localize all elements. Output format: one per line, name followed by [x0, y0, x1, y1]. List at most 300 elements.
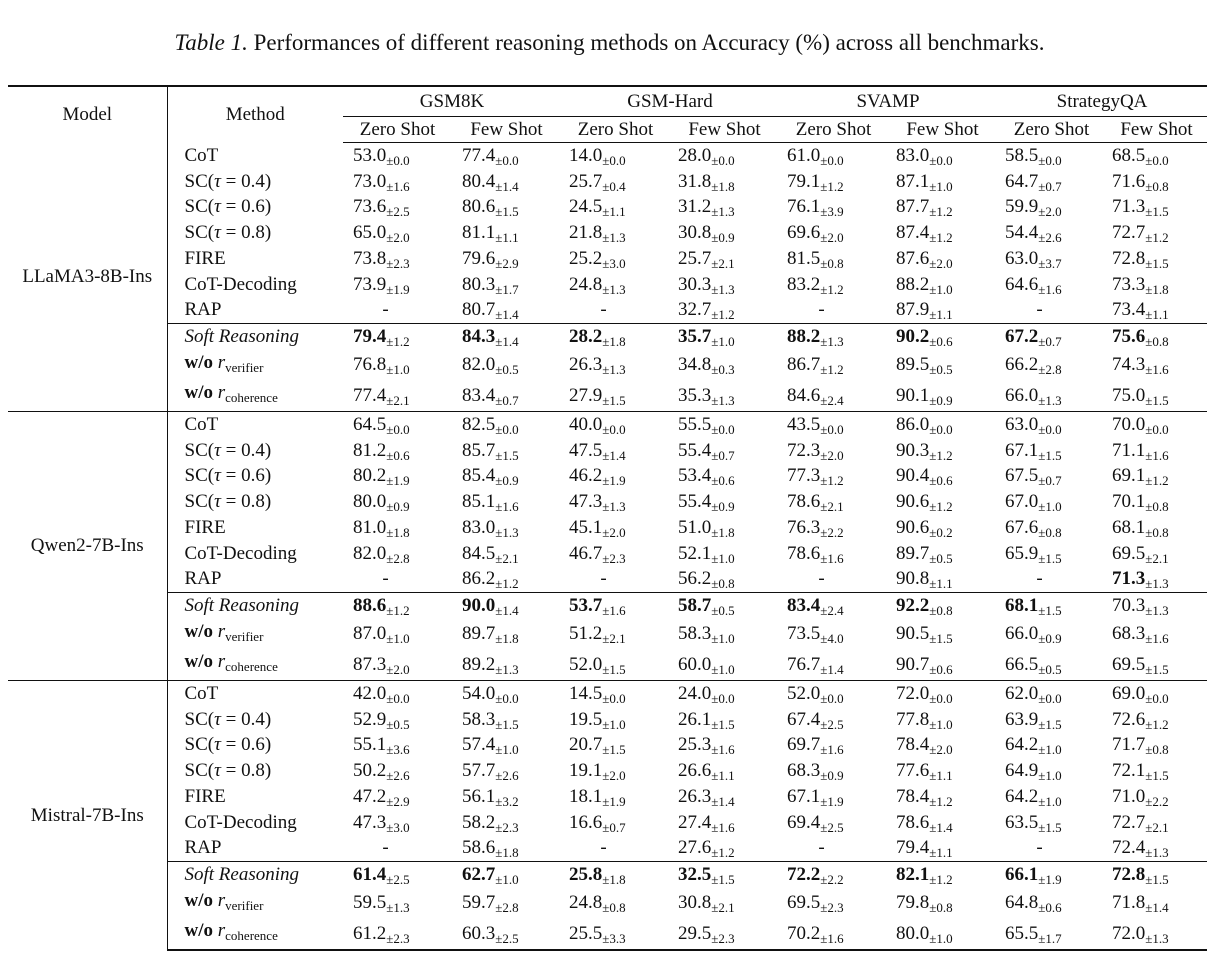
result-value: 25.2: [569, 247, 603, 269]
result-value: 73.6: [353, 196, 387, 218]
result-cell: [670, 861, 779, 887]
method-name: w/o $r_{verifier}$: [184, 351, 264, 375]
result-std: ±0.9: [711, 499, 735, 515]
result-std: ±0.7: [1038, 333, 1062, 349]
result-value: 61.4: [353, 863, 387, 885]
result-std: ±1.5: [1145, 204, 1169, 220]
result-std: ±0.5: [929, 362, 953, 378]
result-std: ±1.3: [1145, 602, 1169, 618]
result-std: ±1.3: [711, 204, 735, 220]
result-value: 90.6: [896, 516, 930, 538]
result-std: ±1.0: [1038, 499, 1062, 515]
result-value: 72.7: [1112, 222, 1146, 244]
result-cell: [343, 649, 452, 680]
result-cell: [670, 681, 779, 707]
result-value: 46.2: [569, 465, 603, 487]
result-value: 26.3: [569, 354, 603, 376]
result-std: ±0.3: [711, 362, 735, 378]
header-model: Model: [8, 86, 167, 143]
result-cell: [1106, 888, 1207, 919]
result-value: 58.2: [462, 811, 496, 833]
result-cell: [670, 323, 779, 349]
result-cell: [1106, 246, 1207, 272]
result-value: 87.4: [896, 222, 930, 244]
result-cell: [452, 649, 561, 680]
result-cell: [452, 380, 561, 411]
result-cell: [343, 169, 452, 195]
result-std: ±0.0: [602, 691, 626, 707]
method-name: FIRE: [184, 516, 226, 538]
result-cell: [561, 297, 670, 323]
result-cell: [779, 592, 888, 618]
result-std: ±1.3: [495, 661, 519, 677]
result-value: 75.6: [1112, 325, 1146, 347]
method-name: CoT-Decoding: [184, 542, 297, 564]
result-std: ±1.3: [602, 281, 626, 297]
result-value: 55.1: [353, 734, 387, 756]
result-std: ±1.5: [711, 871, 735, 887]
result-std: ±1.5: [1038, 550, 1062, 566]
result-std: ±1.2: [711, 307, 735, 323]
result-std: ±0.5: [386, 716, 410, 732]
result-std: ±0.5: [711, 602, 735, 618]
result-value: 78.6: [787, 542, 821, 564]
result-value: 77.4: [462, 145, 496, 166]
result-value: 65.9: [1005, 542, 1039, 564]
result-value: 66.0: [1005, 384, 1039, 406]
result-std: ±0.5: [495, 362, 519, 378]
table-row: [8, 784, 1207, 810]
result-std: ±1.8: [711, 178, 735, 194]
result-value: 27.6: [678, 837, 712, 859]
result-value: 71.6: [1112, 170, 1146, 192]
result-cell: [779, 784, 888, 810]
result-std: ±0.0: [386, 422, 410, 438]
result-std: ±1.9: [602, 473, 626, 489]
result-std: ±3.3: [602, 930, 626, 946]
result-cell: [888, 463, 997, 489]
result-value: 71.3: [1112, 196, 1146, 218]
result-cell: [670, 412, 779, 438]
result-value: 72.7: [1112, 811, 1146, 833]
result-std: ±2.6: [1038, 230, 1062, 246]
result-std: ±1.1: [711, 768, 735, 784]
result-cell: [997, 380, 1106, 411]
result-cell: [343, 784, 452, 810]
result-cell: [1106, 297, 1207, 323]
result-value: 25.7: [678, 247, 712, 269]
result-value: 67.5: [1005, 465, 1039, 487]
result-std: ±1.8: [602, 333, 626, 349]
result-value: 72.6: [1112, 708, 1146, 730]
result-value: 51.2: [569, 623, 603, 645]
result-value: 71.0: [1112, 785, 1146, 807]
result-cell: [561, 681, 670, 707]
result-cell: [997, 758, 1106, 784]
result-cell: [452, 732, 561, 758]
result-std: ±1.5: [1145, 768, 1169, 784]
result-std: ±1.0: [1038, 742, 1062, 758]
result-cell: [452, 541, 561, 567]
result-std: ±1.4: [820, 661, 844, 677]
result-value: 26.1: [678, 708, 712, 730]
result-cell: [779, 707, 888, 733]
result-cell: [779, 515, 888, 541]
method-name: SC(τ = 0.4): [184, 170, 272, 192]
result-value: 20.7: [569, 734, 603, 756]
result-value: 78.4: [896, 734, 930, 756]
header-setting: Few Shot: [452, 117, 561, 143]
result-std: ±2.3: [602, 550, 626, 566]
result-std: ±3.0: [386, 819, 410, 835]
model-name: LLaMA3-8B-Ins: [8, 143, 167, 412]
result-cell: [670, 350, 779, 381]
result-cell: [343, 380, 452, 411]
result-cell: [779, 412, 888, 438]
result-cell: [997, 541, 1106, 567]
result-std: ±2.9: [386, 793, 410, 809]
method-name: RAP: [184, 568, 222, 590]
result-cell: [1106, 541, 1207, 567]
result-std: ±2.3: [495, 819, 519, 835]
result-value: 82.0: [353, 542, 387, 564]
result-std: ±1.5: [495, 204, 519, 220]
result-std: ±1.0: [929, 281, 953, 297]
result-cell: [452, 323, 561, 349]
result-cell: [343, 810, 452, 836]
result-cell: [997, 272, 1106, 298]
result-cell: [888, 323, 997, 349]
result-cell: [452, 272, 561, 298]
result-cell: [561, 143, 670, 169]
result-value: -: [1036, 299, 1043, 321]
result-cell: [452, 463, 561, 489]
result-value: 65.5: [1005, 922, 1039, 944]
result-cell: [670, 438, 779, 464]
result-cell: [561, 861, 670, 887]
result-cell: [1106, 619, 1207, 650]
result-value: -: [600, 837, 607, 859]
result-std: ±0.7: [711, 447, 735, 463]
result-std: ±0.6: [929, 473, 953, 489]
result-cell: [779, 297, 888, 323]
result-std: ±1.9: [820, 793, 844, 809]
result-cell: [1106, 835, 1207, 861]
table-row: [8, 246, 1207, 272]
result-std: ±1.2: [386, 602, 410, 618]
result-cell: [561, 649, 670, 680]
result-std: ±4.0: [820, 631, 844, 647]
result-value: 89.5: [896, 354, 930, 376]
result-std: ±0.7: [1038, 473, 1062, 489]
table-row: [8, 681, 1207, 707]
result-value: 86.7: [787, 354, 821, 376]
result-value: 82.5: [462, 414, 496, 436]
result-std: ±1.2: [929, 447, 953, 463]
result-value: 31.2: [678, 196, 712, 218]
result-value: 72.4: [1112, 837, 1146, 859]
result-value: 61.2: [353, 922, 387, 944]
result-value: 88.6: [353, 594, 387, 616]
result-cell: [1106, 143, 1207, 169]
result-cell: [997, 681, 1106, 707]
result-cell: [997, 297, 1106, 323]
result-std: ±0.9: [820, 768, 844, 784]
result-value: 75.0: [1112, 384, 1146, 406]
result-value: 26.6: [678, 760, 712, 782]
result-std: ±2.0: [820, 447, 844, 463]
result-cell: [452, 619, 561, 650]
result-std: ±1.8: [495, 845, 519, 861]
result-value: 90.0: [462, 594, 496, 616]
result-value: 64.2: [1005, 785, 1039, 807]
result-cell: [343, 566, 452, 592]
result-std: ±1.3: [602, 230, 626, 246]
result-std: ±1.9: [1038, 871, 1062, 887]
result-std: ±2.8: [386, 550, 410, 566]
result-value: 69.4: [787, 811, 821, 833]
result-value: 69.6: [787, 222, 821, 244]
result-std: ±0.6: [386, 447, 410, 463]
result-std: ±1.2: [929, 204, 953, 220]
result-cell: [997, 861, 1106, 887]
result-std: ±1.8: [386, 524, 410, 540]
result-cell: [343, 888, 452, 919]
result-cell: [343, 194, 452, 220]
result-std: ±2.8: [495, 900, 519, 916]
table-row: [8, 169, 1207, 195]
result-std: ±2.1: [602, 631, 626, 647]
result-value: 90.1: [896, 384, 930, 406]
result-std: ±0.0: [1038, 691, 1062, 707]
result-cell: [779, 246, 888, 272]
result-value: 68.1: [1112, 516, 1146, 538]
result-std: ±0.0: [820, 153, 844, 168]
result-std: ±2.3: [386, 930, 410, 946]
result-cell: [1106, 350, 1207, 381]
result-std: ±1.0: [602, 716, 626, 732]
result-value: 43.5: [787, 414, 821, 436]
result-value: 73.3: [1112, 273, 1146, 295]
result-std: ±0.0: [1038, 153, 1062, 168]
result-value: 30.8: [678, 892, 712, 914]
result-cell: [779, 541, 888, 567]
result-value: 83.2: [787, 273, 821, 295]
result-value: 59.9: [1005, 196, 1039, 218]
result-value: 52.0: [787, 683, 821, 705]
result-value: 27.4: [678, 811, 712, 833]
result-cell: [779, 810, 888, 836]
result-std: ±1.1: [929, 307, 953, 323]
result-cell: [561, 380, 670, 411]
result-cell: [561, 918, 670, 950]
result-std: ±0.0: [1145, 422, 1169, 438]
header-setting: Zero Shot: [779, 117, 888, 143]
result-std: ±0.0: [820, 422, 844, 438]
result-cell: [779, 194, 888, 220]
result-std: ±0.0: [495, 691, 519, 707]
table-row: [8, 272, 1207, 298]
model-name: Qwen2-7B-Ins: [8, 412, 167, 681]
result-value: 72.3: [787, 439, 821, 461]
result-value: 66.2: [1005, 354, 1039, 376]
result-std: ±1.5: [1038, 602, 1062, 618]
result-cell: [888, 515, 997, 541]
result-value: 72.1: [1112, 760, 1146, 782]
result-cell: [1106, 784, 1207, 810]
result-std: ±1.6: [711, 742, 735, 758]
result-value: 81.5: [787, 247, 821, 269]
result-value: 57.4: [462, 734, 496, 756]
result-std: ±1.4: [602, 447, 626, 463]
result-value: 59.7: [462, 892, 496, 914]
result-cell: [1106, 681, 1207, 707]
result-std: ±0.5: [1038, 661, 1062, 677]
result-value: 69.5: [787, 892, 821, 914]
result-value: 83.0: [462, 516, 496, 538]
result-std: ±1.5: [602, 661, 626, 677]
result-std: ±3.0: [602, 255, 626, 271]
header-benchmark: GSM8K: [343, 86, 561, 117]
result-cell: [670, 143, 779, 169]
result-value: 67.1: [1005, 439, 1039, 461]
result-std: ±0.5: [929, 550, 953, 566]
result-std: ±0.8: [1145, 742, 1169, 758]
result-value: 87.7: [896, 196, 930, 218]
result-value: 77.6: [896, 760, 930, 782]
result-value: 45.1: [569, 516, 603, 538]
result-cell: [888, 784, 997, 810]
result-cell: [888, 350, 997, 381]
result-value: 21.8: [569, 222, 603, 244]
result-std: ±1.0: [495, 871, 519, 887]
result-std: ±2.1: [711, 900, 735, 916]
method-name: w/o $r_{coherence}$: [184, 382, 278, 406]
result-cell: [1106, 489, 1207, 515]
result-value: 85.7: [462, 439, 496, 461]
result-value: -: [818, 837, 825, 859]
result-std: ±1.8: [1145, 281, 1169, 297]
result-value: 90.4: [896, 465, 930, 487]
result-std: ±1.1: [929, 576, 953, 592]
result-cell: [561, 835, 670, 861]
result-std: ±0.9: [495, 473, 519, 489]
result-cell: [670, 732, 779, 758]
table-row: [8, 380, 1207, 411]
result-std: ±1.5: [495, 716, 519, 732]
result-value: 56.2: [678, 568, 712, 590]
result-cell: [343, 918, 452, 950]
result-std: ±1.4: [495, 307, 519, 323]
method-name: SC(τ = 0.6): [184, 465, 272, 487]
result-value: 66.5: [1005, 653, 1039, 675]
result-value: 86.0: [896, 414, 930, 436]
result-std: ±0.8: [1038, 524, 1062, 540]
result-value: 66.1: [1005, 863, 1039, 885]
result-value: -: [1036, 568, 1043, 590]
result-value: 24.0: [678, 683, 712, 705]
method-name: w/o $r_{verifier}$: [184, 889, 264, 913]
result-cell: [561, 515, 670, 541]
method-name: RAP: [184, 837, 222, 859]
result-cell: [670, 619, 779, 650]
result-std: ±0.8: [711, 576, 735, 592]
result-cell: [343, 707, 452, 733]
result-cell: [561, 619, 670, 650]
table-row: [8, 438, 1207, 464]
result-cell: [1106, 323, 1207, 349]
result-cell: [888, 143, 997, 169]
result-value: 68.3: [787, 760, 821, 782]
result-value: 26.3: [678, 785, 712, 807]
result-std: ±1.4: [929, 819, 953, 835]
result-value: 68.3: [1112, 623, 1146, 645]
result-value: 69.1: [1112, 465, 1146, 487]
result-value: 56.1: [462, 785, 496, 807]
result-value: 77.3: [787, 465, 821, 487]
result-value: 84.6: [787, 384, 821, 406]
result-value: 70.2: [787, 922, 821, 944]
result-value: 67.4: [787, 708, 821, 730]
result-cell: [779, 272, 888, 298]
result-std: ±2.1: [495, 550, 519, 566]
result-cell: [779, 169, 888, 195]
result-value: 64.7: [1005, 170, 1039, 192]
result-value: 64.6: [1005, 273, 1039, 295]
result-cell: [561, 463, 670, 489]
result-std: ±1.2: [1145, 716, 1169, 732]
header-benchmark: StrategyQA: [997, 86, 1207, 117]
result-cell: [561, 489, 670, 515]
result-std: ±1.4: [495, 602, 519, 618]
result-value: 55.4: [678, 491, 712, 513]
result-value: -: [382, 568, 389, 590]
result-std: ±2.2: [1145, 793, 1169, 809]
result-value: 90.2: [896, 325, 930, 347]
result-value: 89.2: [462, 653, 496, 675]
result-value: 71.8: [1112, 892, 1146, 914]
result-value: 60.3: [462, 922, 496, 944]
result-std: ±1.6: [386, 178, 410, 194]
result-value: 64.2: [1005, 734, 1039, 756]
result-cell: [997, 194, 1106, 220]
result-value: 64.8: [1005, 892, 1039, 914]
header-setting: Zero Shot: [561, 117, 670, 143]
result-cell: [452, 758, 561, 784]
result-std: ±1.0: [929, 930, 953, 946]
result-cell: [997, 888, 1106, 919]
table-row: [8, 515, 1207, 541]
method-name: CoT-Decoding: [184, 273, 297, 295]
result-value: -: [818, 568, 825, 590]
result-value: 80.0: [353, 491, 387, 513]
result-value: 87.3: [353, 653, 387, 675]
result-cell: [1106, 220, 1207, 246]
result-cell: [343, 592, 452, 618]
result-cell: [1106, 463, 1207, 489]
result-std: ±1.0: [929, 716, 953, 732]
result-std: ±1.7: [1038, 930, 1062, 946]
table-row: [8, 619, 1207, 650]
result-std: ±0.6: [711, 473, 735, 489]
result-cell: [452, 566, 561, 592]
result-cell: [561, 810, 670, 836]
result-value: 88.2: [787, 325, 821, 347]
result-std: ±0.0: [820, 691, 844, 707]
result-value: 28.0: [678, 145, 712, 166]
result-std: ±2.6: [495, 768, 519, 784]
table-row: [8, 888, 1207, 919]
